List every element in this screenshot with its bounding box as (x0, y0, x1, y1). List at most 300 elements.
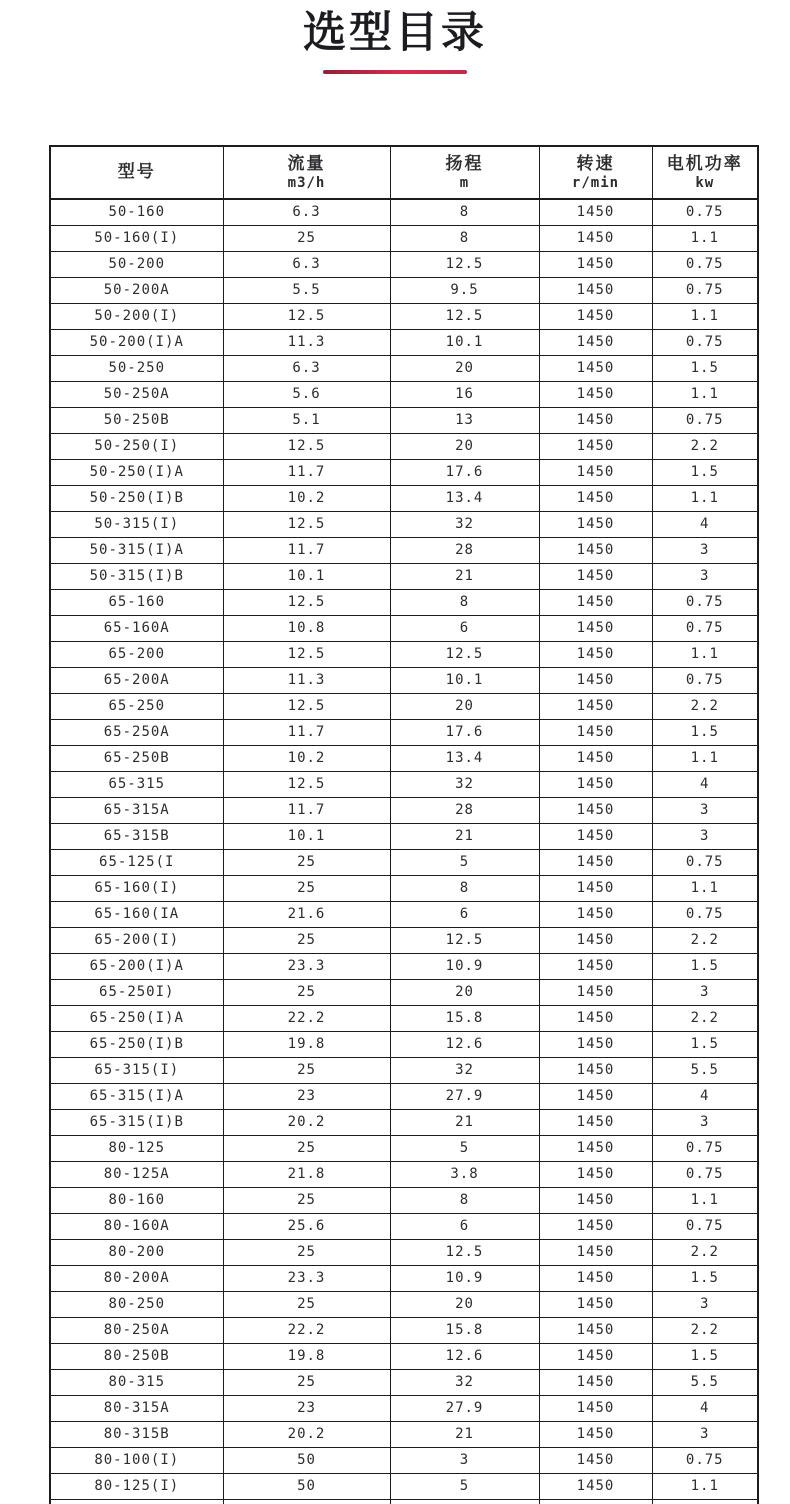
cell-flow: 25 (223, 979, 390, 1005)
col-header-power (652, 146, 758, 199)
cell-model: 50-250(I)B (50, 485, 223, 511)
cell-model: 65-315A (50, 797, 223, 823)
table-row (50, 459, 758, 485)
cell-power: 2.2 (652, 1005, 758, 1031)
cell-speed: 1450 (539, 433, 652, 459)
cell-model: 50-200 (50, 251, 223, 277)
cell-flow: 19.8 (223, 1031, 390, 1057)
cell-model: 80-200A (50, 1265, 223, 1291)
cell-head: 3.8 (390, 1161, 539, 1187)
cell-power: 2.2 (652, 927, 758, 953)
cell-speed: 1450 (539, 1395, 652, 1421)
col-header-flow (223, 146, 390, 199)
cell-flow: 25 (223, 849, 390, 875)
cell-model: 80-315B (50, 1421, 223, 1447)
cell-model: 65-160(I) (50, 875, 223, 901)
table-row (50, 875, 758, 901)
cell-flow: 12.5 (223, 771, 390, 797)
cell-flow: 11.7 (223, 459, 390, 485)
cell-speed: 1450 (539, 1369, 652, 1395)
cell-flow: 12.5 (223, 511, 390, 537)
cell-power: 1.5 (652, 719, 758, 745)
cell-speed: 1450 (539, 849, 652, 875)
cell-speed: 1450 (539, 589, 652, 615)
cell-head: 20 (390, 433, 539, 459)
cell-flow: 25 (223, 1135, 390, 1161)
table-row (50, 1265, 758, 1291)
cell-model: 65-160A (50, 615, 223, 641)
cell-model: 80-125A (50, 1161, 223, 1187)
cell-model: 50-200(I)A (50, 329, 223, 355)
cell-power: 1.5 (652, 1265, 758, 1291)
cell-speed: 1450 (539, 927, 652, 953)
cell-flow: 25 (223, 875, 390, 901)
cell-flow: 11.7 (223, 537, 390, 563)
cell-head: 12.5 (390, 303, 539, 329)
table-row (50, 225, 758, 251)
cell-power: 1.5 (652, 1031, 758, 1057)
cell-model: 65-250I) (50, 979, 223, 1005)
cell-power: 1.1 (652, 1187, 758, 1213)
cell-head: 15.8 (390, 1317, 539, 1343)
cell-speed: 1450 (539, 563, 652, 589)
cell-empty (652, 1499, 758, 1504)
cell-head: 21 (390, 1109, 539, 1135)
cell-speed: 1450 (539, 407, 652, 433)
table-row (50, 901, 758, 927)
table-row (50, 329, 758, 355)
cell-power: 3 (652, 563, 758, 589)
cell-flow: 11.3 (223, 329, 390, 355)
col-label-model: 型号 (117, 161, 156, 182)
cell-flow: 25 (223, 1239, 390, 1265)
cell-speed: 1450 (539, 1473, 652, 1499)
cell-model: 65-315(I) (50, 1057, 223, 1083)
cell-power: 0.75 (652, 199, 758, 225)
selection-table (49, 145, 759, 1504)
cell-model: 80-200 (50, 1239, 223, 1265)
table-row (50, 537, 758, 563)
table-row (50, 1395, 758, 1421)
cell-head: 8 (390, 875, 539, 901)
cell-speed: 1450 (539, 511, 652, 537)
cell-model: 65-200(I)A (50, 953, 223, 979)
cell-flow: 25 (223, 1291, 390, 1317)
table-row (50, 823, 758, 849)
cell-head: 10.9 (390, 953, 539, 979)
cell-head: 10.9 (390, 1265, 539, 1291)
table-row (50, 1317, 758, 1343)
table-row (50, 1135, 758, 1161)
cell-speed: 1450 (539, 277, 652, 303)
cell-power: 4 (652, 771, 758, 797)
cell-head: 5 (390, 849, 539, 875)
cell-speed: 1450 (539, 667, 652, 693)
cell-power: 3 (652, 1109, 758, 1135)
cell-power: 3 (652, 823, 758, 849)
cell-model: 80-125 (50, 1135, 223, 1161)
cell-power: 3 (652, 1291, 758, 1317)
cell-power: 1.1 (652, 641, 758, 667)
cell-speed: 1450 (539, 745, 652, 771)
table-row (50, 1161, 758, 1187)
cell-speed: 1450 (539, 1005, 652, 1031)
table-row (50, 355, 758, 381)
cell-speed: 1450 (539, 641, 652, 667)
col-unit-speed: r/min (571, 175, 620, 192)
cell-speed: 1450 (539, 1083, 652, 1109)
cell-head: 20 (390, 355, 539, 381)
header-row (50, 146, 758, 199)
cell-model: 65-250B (50, 745, 223, 771)
cell-power: 0.75 (652, 1161, 758, 1187)
cell-head: 10.1 (390, 329, 539, 355)
cell-flow: 25 (223, 1187, 390, 1213)
cell-flow: 22.2 (223, 1005, 390, 1031)
cell-power: 2.2 (652, 1239, 758, 1265)
col-unit-head: m (459, 175, 470, 192)
cell-head: 32 (390, 1057, 539, 1083)
cell-power: 1.1 (652, 875, 758, 901)
cell-model: 65-160(IA (50, 901, 223, 927)
cell-flow: 6.3 (223, 199, 390, 225)
table-row (50, 979, 758, 1005)
cell-head: 27.9 (390, 1395, 539, 1421)
cell-head: 20 (390, 693, 539, 719)
cell-speed: 1450 (539, 979, 652, 1005)
cell-power: 5.5 (652, 1369, 758, 1395)
table-row (50, 407, 758, 433)
cell-model: 80-250A (50, 1317, 223, 1343)
table-row (50, 615, 758, 641)
cell-head: 20 (390, 1291, 539, 1317)
cell-model: 80-250B (50, 1343, 223, 1369)
cell-speed: 1450 (539, 1187, 652, 1213)
cell-power: 1.5 (652, 953, 758, 979)
cell-speed: 1450 (539, 1421, 652, 1447)
cell-power: 2.2 (652, 1317, 758, 1343)
cell-speed: 1450 (539, 1135, 652, 1161)
cell-model: 50-160 (50, 199, 223, 225)
cell-power: 1.1 (652, 303, 758, 329)
cell-power: 1.1 (652, 1473, 758, 1499)
cell-head: 8 (390, 225, 539, 251)
col-label-head: 扬程 (445, 153, 484, 174)
cell-model: 65-200A (50, 667, 223, 693)
col-header-speed (539, 146, 652, 199)
cell-flow: 12.5 (223, 303, 390, 329)
cell-flow: 25.6 (223, 1213, 390, 1239)
table-row (50, 251, 758, 277)
cell-speed: 1450 (539, 355, 652, 381)
cell-head: 21 (390, 563, 539, 589)
cell-speed: 1450 (539, 303, 652, 329)
cell-model: 65-315(I)A (50, 1083, 223, 1109)
cell-speed: 1450 (539, 719, 652, 745)
cell-flow: 10.2 (223, 745, 390, 771)
cell-speed: 1450 (539, 537, 652, 563)
cell-model: 50-315(I) (50, 511, 223, 537)
cell-speed: 1450 (539, 693, 652, 719)
cell-speed: 1450 (539, 1239, 652, 1265)
table-row-partial (50, 1499, 758, 1504)
table-row (50, 1213, 758, 1239)
cell-power: 1.1 (652, 485, 758, 511)
cell-speed: 1450 (539, 251, 652, 277)
cell-model: 80-160A (50, 1213, 223, 1239)
cell-flow: 25 (223, 1057, 390, 1083)
cell-model: 65-250(I)B (50, 1031, 223, 1057)
cell-power: 0.75 (652, 667, 758, 693)
cell-flow: 50 (223, 1473, 390, 1499)
cell-head: 28 (390, 537, 539, 563)
cell-model: 50-315(I)B (50, 563, 223, 589)
table-row (50, 1057, 758, 1083)
cell-head: 12.6 (390, 1031, 539, 1057)
cell-speed: 1450 (539, 381, 652, 407)
cell-flow: 10.1 (223, 823, 390, 849)
cell-empty (223, 1499, 390, 1504)
cell-model: 50-250A (50, 381, 223, 407)
cell-speed: 1450 (539, 901, 652, 927)
cell-speed: 1450 (539, 225, 652, 251)
cell-power: 1.1 (652, 745, 758, 771)
cell-speed: 1450 (539, 797, 652, 823)
cell-flow: 6.3 (223, 355, 390, 381)
cell-flow: 11.7 (223, 797, 390, 823)
col-header-model (50, 146, 223, 199)
table-row (50, 1005, 758, 1031)
table-row (50, 381, 758, 407)
cell-speed: 1450 (539, 1161, 652, 1187)
cell-head: 6 (390, 615, 539, 641)
cell-model: 65-200(I) (50, 927, 223, 953)
cell-flow: 11.7 (223, 719, 390, 745)
cell-power: 4 (652, 511, 758, 537)
cell-power: 2.2 (652, 433, 758, 459)
cell-head: 13.4 (390, 485, 539, 511)
cell-empty (50, 1499, 223, 1504)
cell-power: 0.75 (652, 251, 758, 277)
cell-speed: 1450 (539, 771, 652, 797)
cell-power: 0.75 (652, 901, 758, 927)
cell-power: 1.1 (652, 381, 758, 407)
cell-power: 1.1 (652, 225, 758, 251)
cell-power: 5.5 (652, 1057, 758, 1083)
cell-model: 80-315 (50, 1369, 223, 1395)
cell-speed: 1450 (539, 823, 652, 849)
cell-head: 17.6 (390, 459, 539, 485)
table-row (50, 433, 758, 459)
cell-power: 0.75 (652, 849, 758, 875)
cell-speed: 1450 (539, 953, 652, 979)
cell-power: 0.75 (652, 1135, 758, 1161)
table-row (50, 511, 758, 537)
cell-speed: 1450 (539, 615, 652, 641)
cell-flow: 10.8 (223, 615, 390, 641)
table-row (50, 1369, 758, 1395)
cell-flow: 25 (223, 1369, 390, 1395)
table-row (50, 485, 758, 511)
cell-model: 80-125(I) (50, 1473, 223, 1499)
cell-head: 8 (390, 1187, 539, 1213)
cell-flow: 25 (223, 225, 390, 251)
table-row (50, 641, 758, 667)
title-underline (323, 70, 467, 74)
cell-empty (539, 1499, 652, 1504)
cell-model: 50-250(I) (50, 433, 223, 459)
cell-head: 20 (390, 979, 539, 1005)
cell-head: 5 (390, 1135, 539, 1161)
cell-head: 9.5 (390, 277, 539, 303)
cell-speed: 1450 (539, 1447, 652, 1473)
cell-model: 65-315B (50, 823, 223, 849)
cell-power: 3 (652, 537, 758, 563)
cell-power: 1.5 (652, 459, 758, 485)
cell-flow: 12.5 (223, 641, 390, 667)
cell-flow: 23 (223, 1083, 390, 1109)
table-row (50, 797, 758, 823)
cell-power: 3 (652, 979, 758, 1005)
cell-flow: 23.3 (223, 1265, 390, 1291)
table-row (50, 1187, 758, 1213)
cell-model: 80-100(I) (50, 1447, 223, 1473)
page-title: 选型目录 (303, 8, 487, 58)
cell-model: 65-250(I)A (50, 1005, 223, 1031)
cell-head: 6 (390, 901, 539, 927)
cell-speed: 1450 (539, 1213, 652, 1239)
cell-model: 50-250(I)A (50, 459, 223, 485)
cell-speed: 1450 (539, 1031, 652, 1057)
table-row (50, 745, 758, 771)
cell-head: 32 (390, 771, 539, 797)
cell-power: 0.75 (652, 277, 758, 303)
cell-speed: 1450 (539, 485, 652, 511)
cell-head: 5 (390, 1473, 539, 1499)
cell-speed: 1450 (539, 875, 652, 901)
cell-head: 21 (390, 1421, 539, 1447)
cell-head: 13 (390, 407, 539, 433)
table-row (50, 1343, 758, 1369)
cell-flow: 5.1 (223, 407, 390, 433)
cell-flow: 12.5 (223, 693, 390, 719)
cell-power: 1.5 (652, 1343, 758, 1369)
col-label-speed: 转速 (576, 153, 615, 174)
cell-power: 4 (652, 1083, 758, 1109)
table-body (50, 199, 758, 1504)
table-row (50, 849, 758, 875)
cell-model: 65-200 (50, 641, 223, 667)
cell-flow: 23 (223, 1395, 390, 1421)
cell-model: 65-250 (50, 693, 223, 719)
cell-power: 0.75 (652, 1213, 758, 1239)
cell-power: 3 (652, 1421, 758, 1447)
cell-flow: 11.3 (223, 667, 390, 693)
cell-model: 65-160 (50, 589, 223, 615)
table-row (50, 277, 758, 303)
cell-model: 50-200A (50, 277, 223, 303)
table-row (50, 953, 758, 979)
table-header (50, 146, 758, 199)
cell-head: 13.4 (390, 745, 539, 771)
cell-head: 12.5 (390, 1239, 539, 1265)
cell-speed: 1450 (539, 1057, 652, 1083)
cell-head: 12.5 (390, 641, 539, 667)
cell-model: 65-125(I (50, 849, 223, 875)
cell-speed: 1450 (539, 329, 652, 355)
cell-power: 0.75 (652, 589, 758, 615)
cell-power: 4 (652, 1395, 758, 1421)
col-header-head (390, 146, 539, 199)
cell-flow: 19.8 (223, 1343, 390, 1369)
cell-head: 27.9 (390, 1083, 539, 1109)
cell-head: 12.5 (390, 251, 539, 277)
cell-speed: 1450 (539, 1343, 652, 1369)
cell-model: 50-250B (50, 407, 223, 433)
table-row (50, 1447, 758, 1473)
cell-flow: 21.8 (223, 1161, 390, 1187)
cell-flow: 20.2 (223, 1109, 390, 1135)
table-row (50, 563, 758, 589)
cell-head: 8 (390, 199, 539, 225)
cell-head: 28 (390, 797, 539, 823)
cell-power: 1.5 (652, 355, 758, 381)
cell-power: 0.75 (652, 615, 758, 641)
cell-head: 16 (390, 381, 539, 407)
cell-flow: 12.5 (223, 433, 390, 459)
cell-flow: 50 (223, 1447, 390, 1473)
cell-flow: 6.3 (223, 251, 390, 277)
table-row (50, 719, 758, 745)
cell-power: 2.2 (652, 693, 758, 719)
table-row (50, 199, 758, 225)
table-row (50, 667, 758, 693)
cell-flow: 21.6 (223, 901, 390, 927)
cell-model: 80-160 (50, 1187, 223, 1213)
table-row (50, 1421, 758, 1447)
table-row (50, 771, 758, 797)
table-row (50, 1031, 758, 1057)
cell-power: 0.75 (652, 407, 758, 433)
cell-flow: 10.1 (223, 563, 390, 589)
cell-speed: 1450 (539, 1317, 652, 1343)
cell-speed: 1450 (539, 459, 652, 485)
cell-model: 80-315A (50, 1395, 223, 1421)
cell-model: 65-315(I)B (50, 1109, 223, 1135)
table-row (50, 1083, 758, 1109)
cell-speed: 1450 (539, 1265, 652, 1291)
cell-flow: 10.2 (223, 485, 390, 511)
cell-head: 12.5 (390, 927, 539, 953)
cell-empty (390, 1499, 539, 1504)
cell-flow: 12.5 (223, 589, 390, 615)
cell-power: 3 (652, 797, 758, 823)
cell-flow: 5.5 (223, 277, 390, 303)
cell-flow: 5.6 (223, 381, 390, 407)
table-row (50, 693, 758, 719)
table-row (50, 927, 758, 953)
col-unit-flow: m3/h (287, 175, 326, 192)
cell-model: 65-250A (50, 719, 223, 745)
cell-power: 0.75 (652, 1447, 758, 1473)
cell-model: 50-315(I)A (50, 537, 223, 563)
cell-model: 80-250 (50, 1291, 223, 1317)
cell-model: 50-250 (50, 355, 223, 381)
cell-flow: 23.3 (223, 953, 390, 979)
cell-speed: 1450 (539, 1291, 652, 1317)
cell-head: 12.6 (390, 1343, 539, 1369)
cell-head: 32 (390, 1369, 539, 1395)
